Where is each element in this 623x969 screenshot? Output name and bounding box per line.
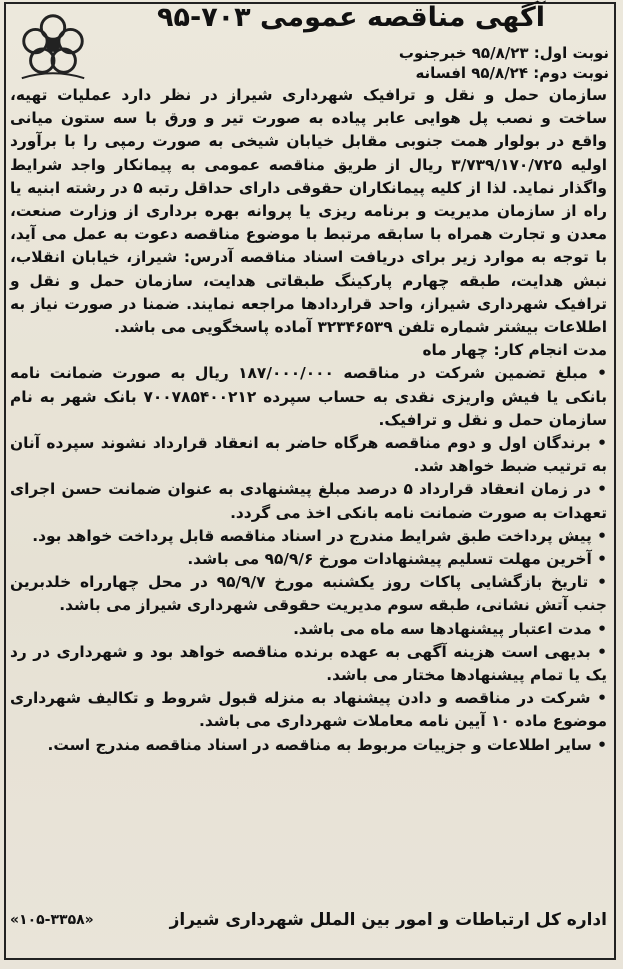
- bullet-winners: • برندگان اول و دوم مناقصه هرگاه حاضر به انعقاد قرارداد نشوند سپرده آنان به ترتیب ضبط خواهد شد.: [10, 434, 607, 476]
- shiraz-municipality-logo-icon: [14, 6, 92, 84]
- bullet-opening: • تاریخ بازگشایی پاکات روز یکشنبه مورخ ۹۵/۹/۷ در محل چهارراه خلدبرین جنب آتش نشانی، طبقه سوم مدیریت حقوقی شهرداری شیراز می باشد.: [10, 573, 607, 615]
- ad-code: «۱۰۵-۳۳۵۸»: [10, 912, 94, 928]
- bullet-validity: • مدت اعتبار پیشنهادها سه ماه می باشد.: [293, 619, 607, 638]
- work-duration: مدت انجام کار: چهار ماه: [422, 341, 607, 360]
- bullet-performance-bond: • در زمان انعقاد قرارداد ۵ درصد مبلغ پیشنهادی به عنوان ضمانت حسن اجرای تعهدات به صورت ضمانت نامه بانکی اخذ می گردد.: [10, 480, 607, 522]
- bullet-deadline: • آخرین مهلت تسلیم پیشنهادات مورخ ۹۵/۹/۶ می باشد.: [187, 550, 607, 569]
- bullet-guarantee: • مبلغ تضمین شرکت در مناقصه ۱۸۷/۰۰۰/۰۰۰ ریال به صورت ضمانت نامه بانکی یا فیش واریزی نقدی به حساب سپرده ۷۰۰۷۸۵۴۰۰۲۱۲ بانک شهر به نام سازمان حمل و نقل و ترافیک.: [10, 364, 607, 429]
- bullet-ad-cost: • بدیهی است هزینه آگهی به عهده برنده مناقصه خواهد بود و شهرداری در رد یک یا تمام پیشنهادها مختار می باشد.: [10, 642, 607, 685]
- intro-paragraph: سازمان حمل و نقل و ترافیک شهرداری شیراز در نظر دارد عملیات تهیه، ساخت و نصب پل هوایی عابر پیاده به صورت تیر و ورق با سه ستون میانی واقع در بولوار همت جنوبی مقابل خیابان شیخی به صورت رمپی را با برآورد اولیه ۳/۷۳۹/۱۷۰/۷۲۵ ریال از طریق مناقصه عمومی به پیمانکار واجد شرایط واگذار نماید. لذا از کلیه پیمانکاران حقوقی دارای حداقل رتبه ۵ در رشته ابنیه یا راه از سازمان مدیریت و برنامه ریزی یا پروانه بهره برداری از وزارت صنعت، معدن و تجارت همراه با سابقه مرتبط با موضوع مناقصه دعوت به عمل می آید، با توجه به موارد زیر برای دریافت اسناد مناقصه آدرس: شیراز، خیابان انقلاب، نبش هدایت، طبقه چهارم پارکینگ طبقاتی هدایت، سازمان حمل و نقل و ترافیک شهرداری شیراز، واحد قراردادها مراجعه نمایند. ضمنا در صورت نیاز به اطلاعات بیشتر شماره تلفن ۳۲۳۴۶۵۳۹ آماده پاسخگویی می باشد.: [10, 86, 607, 337]
- bullet-acceptance: • شرکت در مناقصه و دادن پیشنهاد به منزله قبول شروط و تکالیف شهرداری موضوع ماده ۱۰ آیین نامه معاملات شهرداری می باشد.: [10, 689, 607, 731]
- first-publication-line: نوبت اول: ۹۵/۸/۲۳ خبرجنوب: [398, 44, 609, 62]
- ad-footer: [10, 910, 607, 930]
- bullet-other-info: • سایر اطلاعات و جزییات مربوط به مناقصه در اسناد مناقصه مندرج است.: [47, 735, 607, 754]
- ad-title: آگهی مناقصه عمومی ۷۰۳-۹۵: [157, 2, 545, 33]
- second-publication-line: نوبت دوم: ۹۵/۸/۲۴ افسانه: [415, 64, 609, 82]
- ad-body: [10, 84, 607, 757]
- bullet-prepayment: • پیش پرداخت طبق شرایط مندرج در اسناد مناقصه قابل پرداخت خواهد بود.: [32, 526, 607, 545]
- issuing-organization: اداره کل ارتباطات و امور بین الملل شهرداری شیراز: [169, 910, 607, 930]
